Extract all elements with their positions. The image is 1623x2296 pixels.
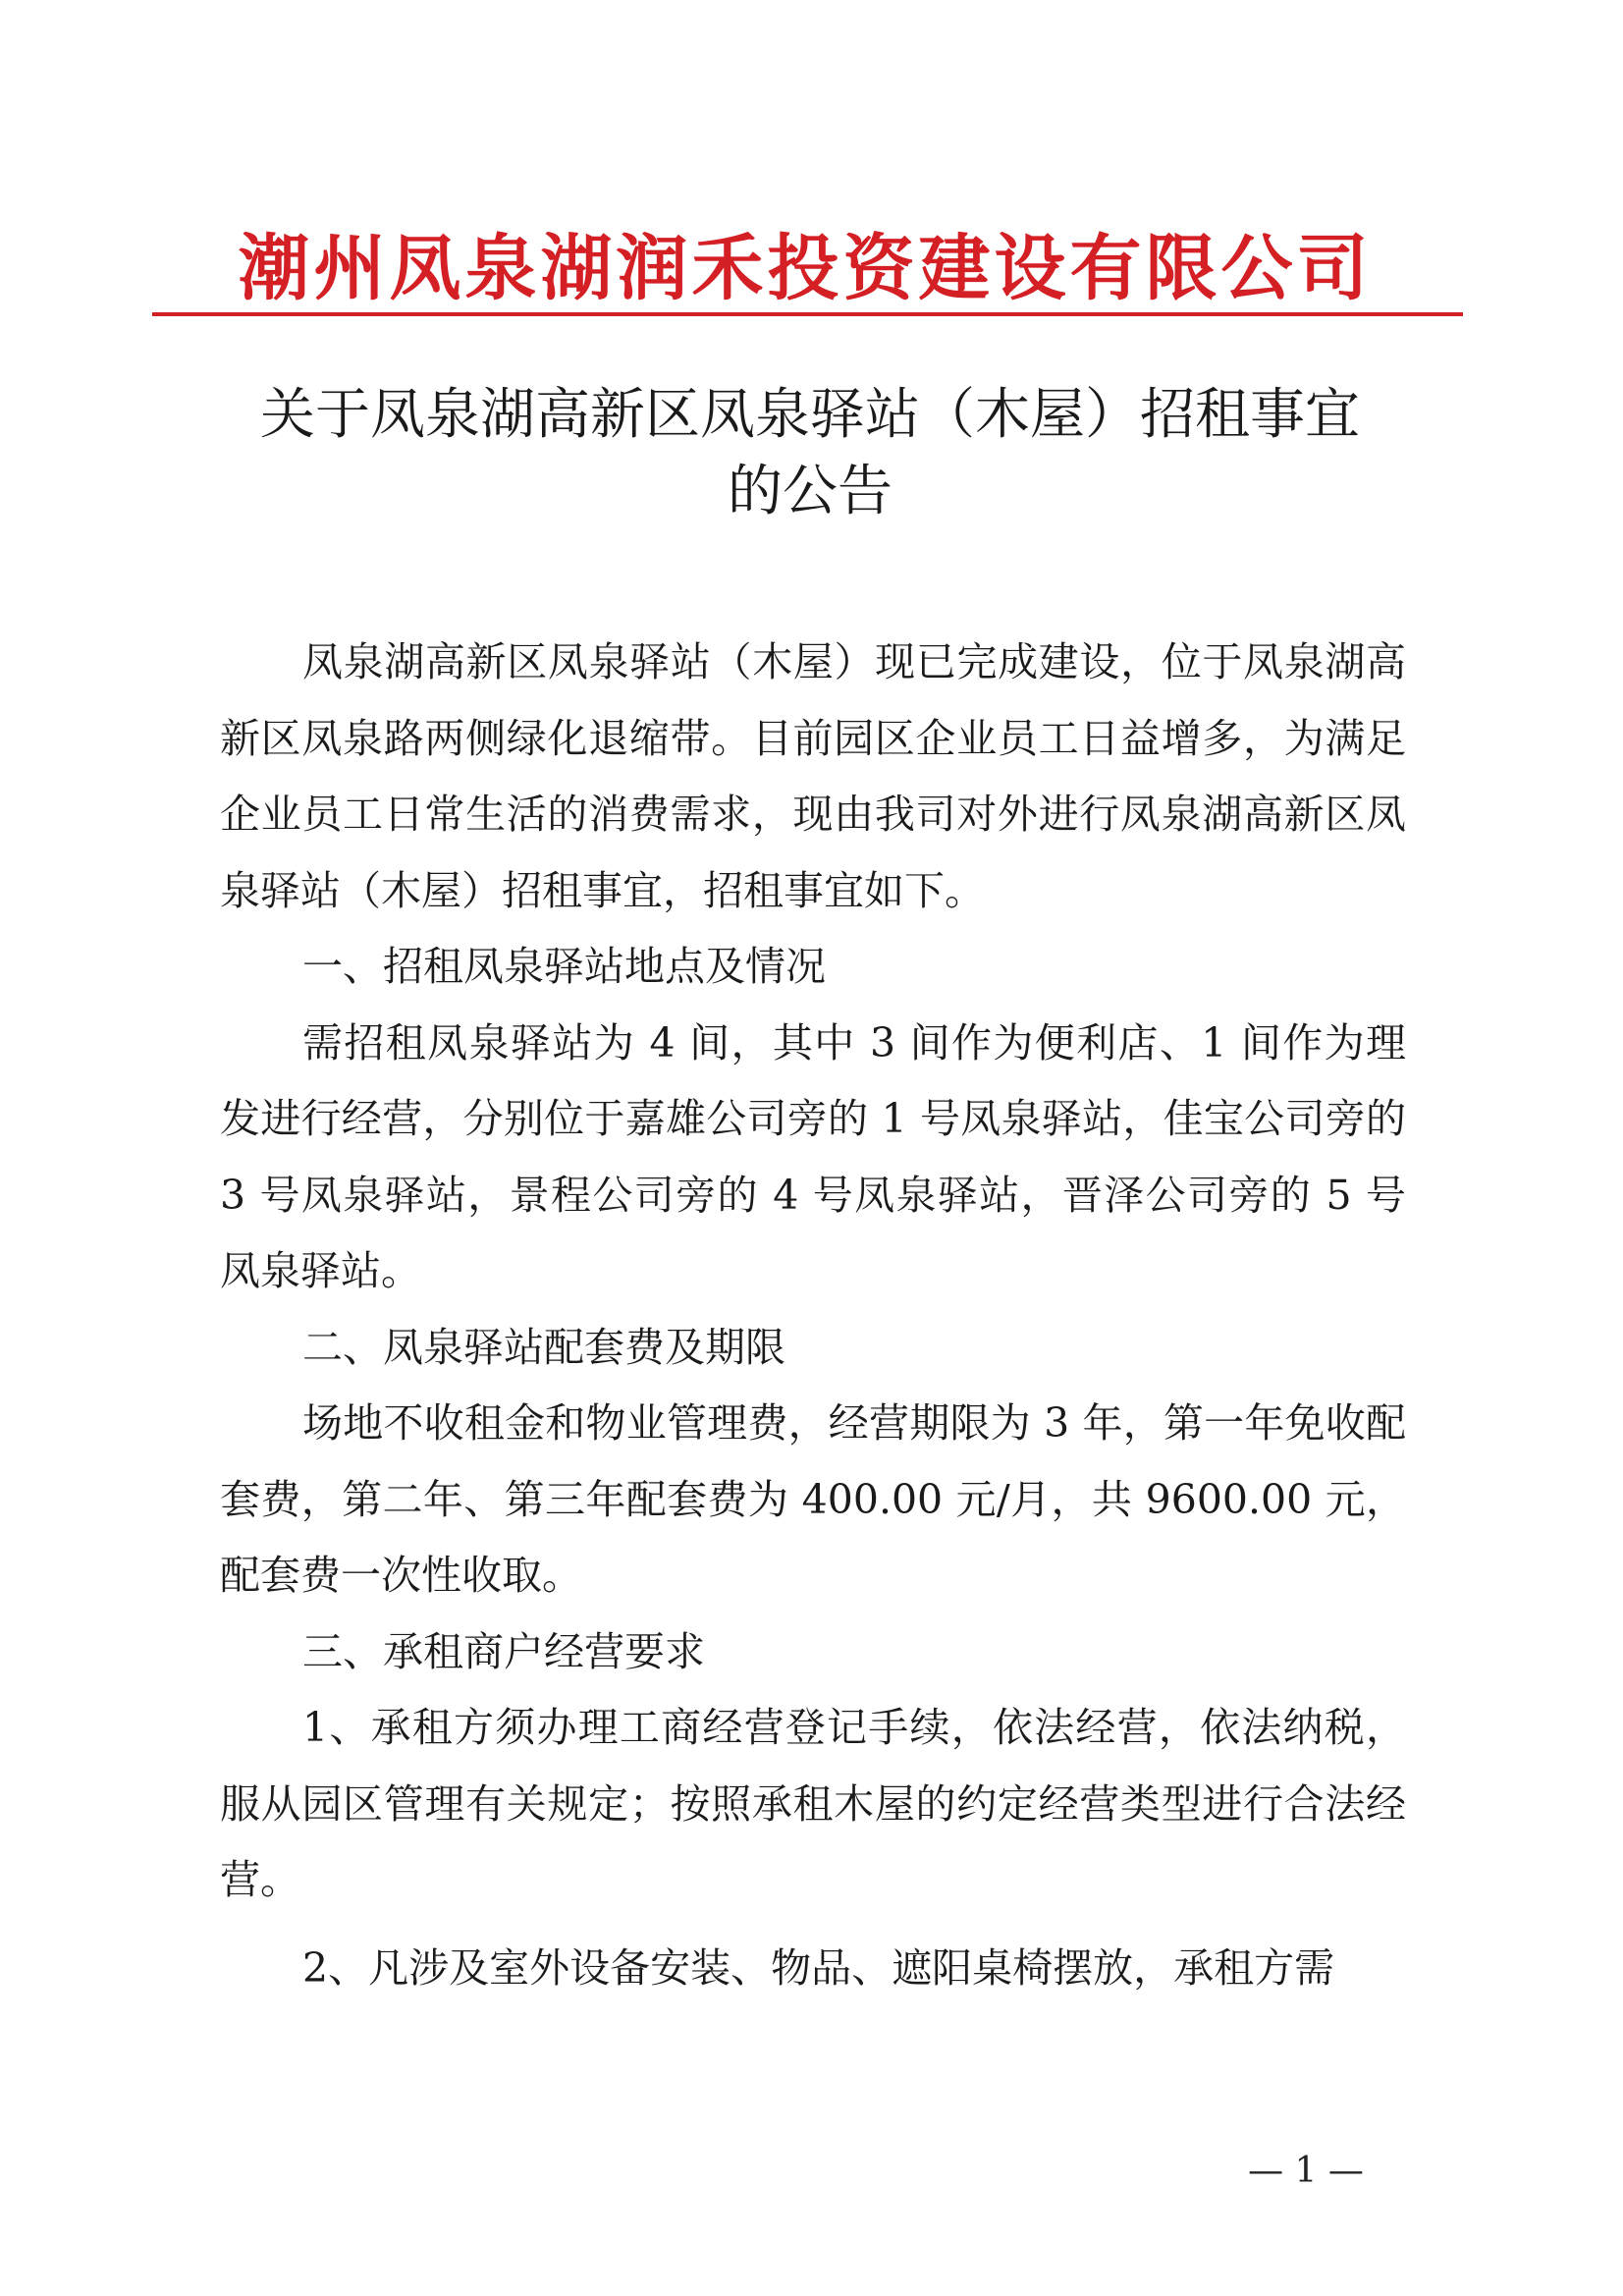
- document-body: [220, 625, 1406, 2006]
- section-3-item-1: 1、承租方须办理工商经营登记手续，依法经营，依法纳税，服从园区管理有关规定；按照承租木屋的约定经营类型进行合法经营。: [220, 1704, 1406, 1903]
- document-title-line-1: 关于凤泉湖高新区凤泉驿站（木屋）招租事宜: [260, 383, 1360, 447]
- document-title: [206, 377, 1414, 530]
- letterhead-red-rule: [152, 312, 1463, 316]
- section-3-heading: 三、承租商户经营要求: [302, 1627, 705, 1675]
- letterhead-organization: 潮州凤泉湖润禾投资建设有限公司: [238, 226, 1373, 310]
- page-number: — 1 —: [1248, 2151, 1364, 2191]
- section-1-paragraph: 需招租凤泉驿站为 4 间，其中 3 间作为便利店、1 间作为理发进行经营，分别位于嘉雄公司旁的 1 号凤泉驿站，佳宝公司旁的 3 号凤泉驿站，景程公司旁的 4 号凤泉驿站，晋泽公司旁的 5 号凤泉驿站。: [220, 1018, 1406, 1294]
- intro-paragraph: 凤泉湖高新区凤泉驿站（木屋）现已完成建设，位于凤泉湖高新区凤泉路两侧绿化退缩带。目前园区企业员工日益增多，为满足企业员工日常生活的消费需求，现由我司对外进行凤泉湖高新区凤泉驿站（木屋）招租事宜，招租事宜如下。: [220, 638, 1406, 914]
- section-2-paragraph: 场地不收租金和物业管理费，经营期限为 3 年，第一年免收配套费，第二年、第三年配套费为 400.00 元/月，共 9600.00 元，配套费一次性收取。: [220, 1399, 1406, 1599]
- section-3-item-2: 2、凡涉及室外设备安装、物品、遮阳桌椅摆放，承租方需: [302, 1943, 1335, 1992]
- document-title-line-2: 的公告: [728, 460, 893, 523]
- section-1-heading: 一、招租凤泉驿站地点及情况: [302, 943, 826, 990]
- section-2-heading: 二、凤泉驿站配套费及期限: [302, 1323, 785, 1371]
